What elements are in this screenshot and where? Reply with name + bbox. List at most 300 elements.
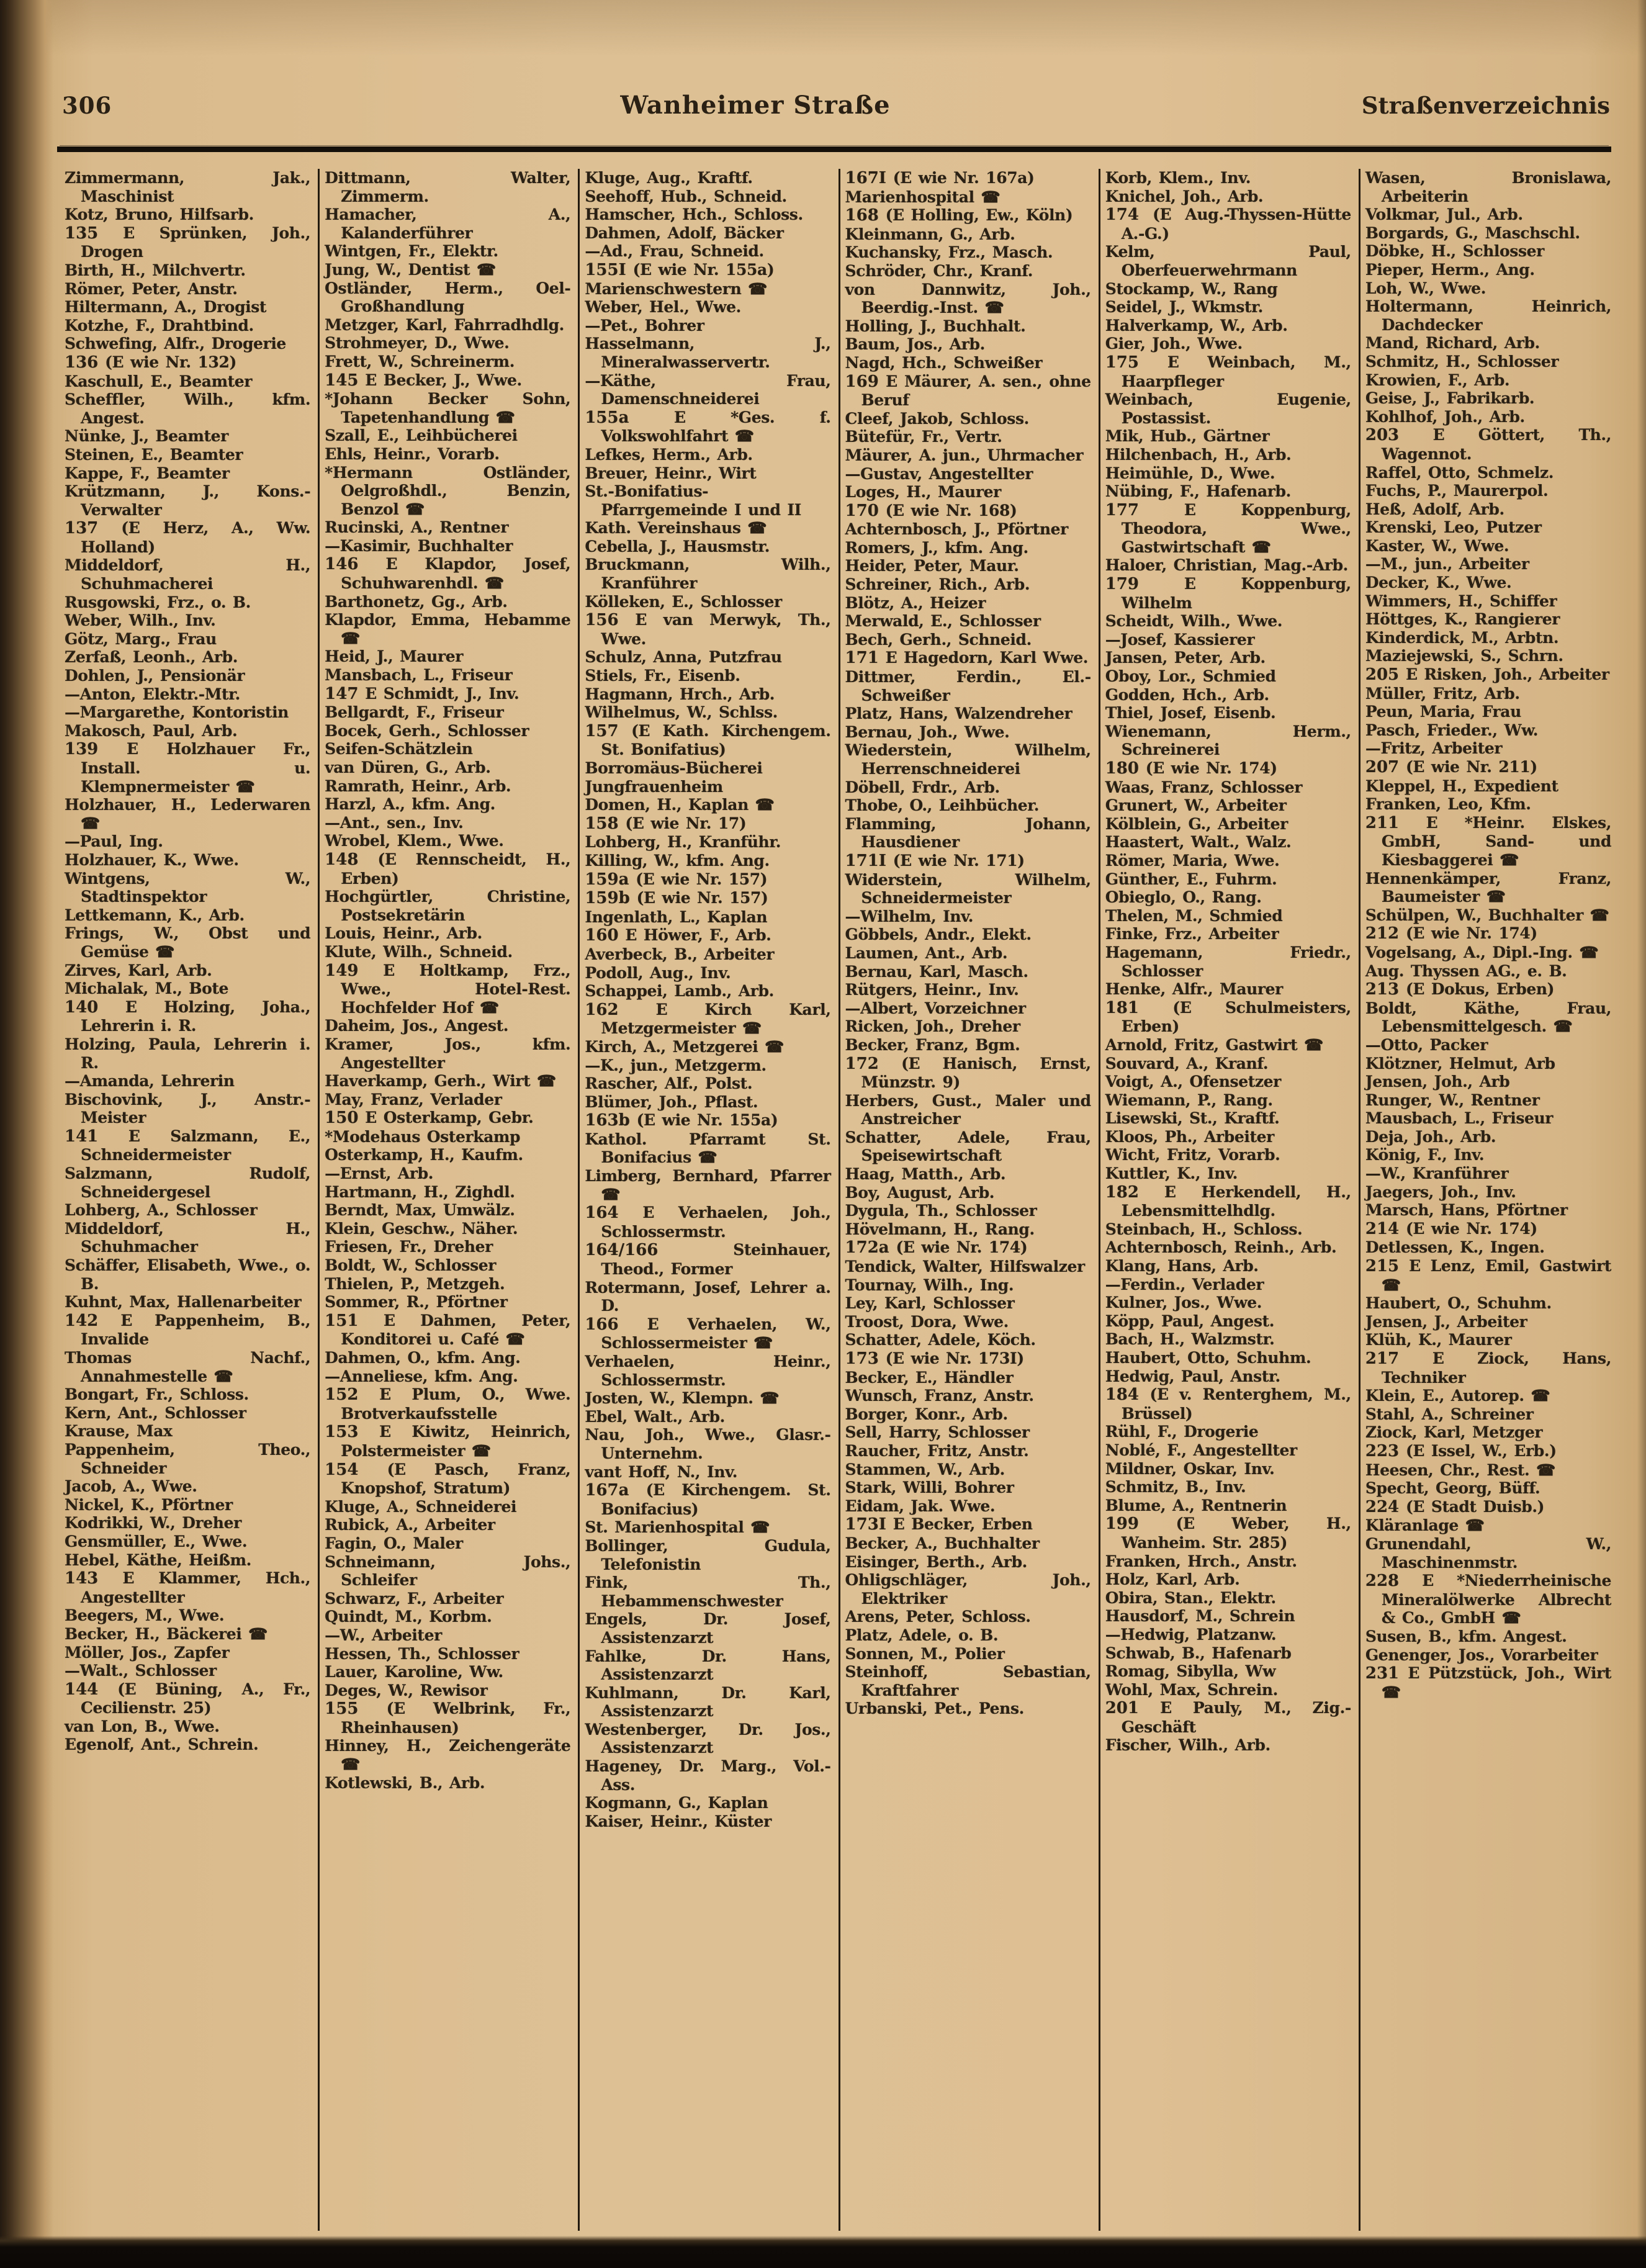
directory-entry: Peun, Maria, Frau: [1365, 703, 1521, 721]
directory-entry: Middeldorf, H., Schuhmacher: [65, 1219, 311, 1256]
house-number: 175: [1105, 353, 1139, 372]
house-number: 141: [65, 1127, 99, 1146]
directory-entry: 203 E Göttert, Th., Wagennot.: [1365, 426, 1612, 463]
directory-entry: Rubick, A., Arbeiter: [325, 1516, 495, 1534]
directory-entry: Kleppel, H., Expedient: [1365, 776, 1558, 795]
directory-entry: Kaiser, Heinr., Küster: [585, 1812, 771, 1830]
directory-entry: Jensen, Joh., Arb: [1365, 1073, 1510, 1091]
directory-column-2: [320, 169, 580, 2231]
directory-entry: —Fritz, Arbeiter: [1365, 739, 1503, 758]
directory-entry: Scheffler, Wilh., kfm. Angest.: [65, 390, 311, 427]
directory-entry: Schulz, Anna, Putzfrau: [585, 648, 782, 667]
directory-entry: Stammen, W., Arb.: [845, 1460, 1005, 1478]
directory-entry: Ziock, Karl, Metzger: [1365, 1423, 1543, 1442]
directory-entry: Ostländer, Herm., Oel-Großhandlung: [325, 279, 571, 316]
scan-edge-left: [0, 0, 53, 2268]
directory-entry: Schäffer, Elisabeth, Wwe., o. B.: [65, 1256, 311, 1293]
directory-entry: Becker, A., Buchhalter: [845, 1534, 1040, 1552]
directory-entry: 160 E Höwer, F., Arb.: [585, 926, 771, 945]
directory-entry: Loges, H., Maurer: [845, 483, 1001, 502]
directory-entry: Harzl, A., kfm. Ang.: [325, 795, 495, 814]
house-number: 166: [585, 1315, 619, 1334]
directory-entry: 173I E Becker, Erben: [845, 1515, 1033, 1534]
house-number: 228: [1365, 1572, 1400, 1591]
house-number: 159a: [585, 870, 629, 889]
house-number: 163b: [585, 1111, 630, 1130]
directory-entry: Seehoff, Hub., Schneid.: [585, 187, 787, 205]
directory-entry: Krützmann, J., Kons.-Verwalter: [65, 482, 311, 519]
directory-entry: Blümer, Joh., Pflast.: [585, 1092, 758, 1111]
directory-entry: Boy, August, Arb.: [845, 1183, 995, 1202]
directory-entry: Birth, H., Milchvertr.: [65, 261, 246, 279]
directory-entry: Wimmers, H., Schiffer: [1365, 592, 1557, 610]
directory-entry: —Pet., Bohrer: [585, 316, 704, 335]
directory-entry: Haloer, Christian, Mag.-Arb.: [1105, 556, 1348, 575]
directory-entry: Kluge, Aug., Kraftf.: [585, 169, 753, 187]
directory-entry: Klötzner, Helmut, Arb: [1365, 1054, 1555, 1073]
directory-entry: Bollinger, Gudula, Telefonistin: [585, 1536, 831, 1573]
house-number: 135: [65, 223, 99, 243]
directory-entry: Hagemann, Friedr., Schlosser: [1105, 943, 1351, 980]
house-number: 155: [325, 1699, 359, 1719]
directory-entry: Kotzhe, F., Drahtbind.: [65, 316, 254, 335]
directory-entry: Kappe, F., Beamter: [65, 464, 230, 482]
directory-entry: Kuttler, K., Inv.: [1105, 1164, 1238, 1183]
directory-entry: Quindt, M., Korbm.: [325, 1608, 492, 1626]
directory-entry: Hövelmann, H., Rang.: [845, 1220, 1035, 1238]
directory-entry: —Otto, Packer: [1365, 1035, 1488, 1054]
directory-entry: Tournay, Wilh., Ing.: [845, 1276, 1014, 1294]
directory-entry: Wiederstein, Wilhelm, Herrenschneiderei: [845, 741, 1091, 778]
directory-entry: Wienemann, Herm., Schreinerei: [1105, 722, 1351, 759]
directory-entry: Döbell, Frdr., Arb.: [845, 778, 1000, 796]
house-number: 172a: [845, 1238, 889, 1258]
directory-column-1: [60, 169, 320, 2231]
directory-entry: Hilchenbach, H., Arb.: [1105, 445, 1292, 464]
directory-entry: Müller, Fritz, Arb.: [1365, 684, 1520, 703]
directory-entry: Platz, Adele, o. B.: [845, 1626, 999, 1644]
house-number: 158: [585, 814, 619, 833]
directory-entry: Becker, Franz, Bgm.: [845, 1035, 1020, 1054]
directory-entry: Arens, Peter, Schloss.: [845, 1608, 1031, 1626]
directory-entry: Eisinger, Berth., Arb.: [845, 1552, 1027, 1571]
directory-entry: Krenski, Leo, Putzer: [1365, 518, 1542, 537]
directory-entry: Schwarz, F., Arbeiter: [325, 1589, 504, 1608]
directory-entry: Klüh, K., Maurer: [1365, 1331, 1512, 1349]
directory-entry: Stahl, A., Schreiner: [1365, 1405, 1534, 1423]
house-number: 184: [1105, 1385, 1139, 1405]
directory-entry: Dahmen, Adolf, Bäcker: [585, 223, 784, 242]
directory-entry: Kuhnt, Max, Hallenarbeiter: [65, 1293, 302, 1312]
directory-entry: Rütgers, Heinr., Inv.: [845, 981, 1019, 999]
directory-entry: Boldt, W., Schlosser: [325, 1256, 497, 1275]
directory-entry: Hedwig, Paul, Anstr.: [1105, 1367, 1280, 1385]
directory-entry: Kinderdick, M., Arbtn.: [1365, 628, 1559, 647]
directory-entry: Lauer, Karoline, Ww.: [325, 1663, 503, 1681]
directory-entry: 158 (E wie Nr. 17): [585, 814, 747, 833]
directory-entry: Osterkamp, H., Kaufm.: [325, 1146, 523, 1164]
header-rule: [57, 146, 1611, 152]
directory-entry: 139 E Holzhauer Fr., Install. u. Klempnermeister ☎: [65, 740, 311, 796]
directory-entry: *Hermann Ostländer, Oelgroßhdl., Benzin, Benzol ☎: [325, 463, 571, 518]
directory-entry: —Anneliese, kfm. Ang.: [325, 1367, 518, 1385]
house-number: 169: [845, 372, 879, 391]
directory-entry: Kulner, Jos., Wwe.: [1105, 1294, 1262, 1312]
directory-entry: Weber, Hel., Wwe.: [585, 298, 741, 317]
directory-entry: Bongart, Fr., Schloss.: [65, 1385, 249, 1404]
directory-entry: Wicht, Fritz, Vorarb.: [1105, 1146, 1280, 1164]
directory-entry: Holzing, Paula, Lehrerin i. R.: [65, 1035, 311, 1072]
house-number: 162: [585, 1000, 619, 1019]
directory-entry: Obieglo, O., Rang.: [1105, 888, 1262, 907]
directory-entry: —Ferdin., Verlader: [1105, 1275, 1264, 1294]
directory-entry: Fagin, O., Maler: [325, 1534, 463, 1552]
directory-entry: Thelen, M., Schmied: [1105, 906, 1283, 925]
directory-entry: Middeldorf, H., Schuhmacherei: [65, 556, 311, 593]
directory-entry: Cebella, J., Hausmstr.: [585, 537, 770, 556]
directory-entry: Voigt, A., Ofensetzer: [1105, 1073, 1281, 1091]
directory-entry: 143 E Klammer, Hch., Angestellter: [65, 1569, 311, 1606]
directory-entry: Schmitz, H., Schlosser: [1365, 352, 1559, 371]
directory-entry: Lettkemann, K., Arb.: [65, 906, 245, 924]
directory-entry: 136 (E wie Nr. 132): [65, 353, 236, 372]
directory-entry: Tendick, Walter, Hilfswalzer: [845, 1258, 1085, 1276]
directory-entry: Decker, K., Wwe.: [1365, 574, 1512, 592]
directory-entry: Kogmann, G., Kaplan: [585, 1794, 768, 1812]
directory-entry: Holzhauer, H., Lederwaren ☎: [65, 796, 311, 832]
directory-entry: Thobe, O., Leihbücher.: [845, 796, 1040, 815]
directory-entry: Kath. Vereinshaus ☎: [585, 519, 767, 538]
directory-entry: 199 (E Weber, H., Wanheim. Str. 285): [1105, 1514, 1351, 1552]
directory-entry: Seifen-Schätzlein: [325, 740, 473, 758]
directory-entry: Beegers, M., Wwe.: [65, 1606, 225, 1625]
directory-entry: 180 (E wie Nr. 174): [1105, 759, 1277, 778]
directory-entry: Urbanski, Pet., Pens.: [845, 1699, 1024, 1718]
directory-column-4: [840, 169, 1100, 2231]
directory-entry: 207 (E wie Nr. 211): [1365, 758, 1537, 776]
directory-entry: Gensmüller, E., Wwe.: [65, 1532, 248, 1550]
directory-entry: Holtermann, Heinrich, Dachdecker: [1365, 297, 1612, 334]
directory-entry: Hamscher, Hch., Schloss.: [585, 205, 803, 224]
directory-entry: 215 E Lenz, Emil, Gastwirt ☎: [1365, 1257, 1612, 1294]
directory-columns: [60, 169, 1619, 2231]
directory-entry: van Lon, B., Wwe.: [65, 1717, 220, 1735]
directory-entry: Höttges, K., Rangierer: [1365, 610, 1560, 629]
directory-entry: Dittmann, Walter, Zimmerm.: [325, 169, 571, 205]
directory-entry: Pappenheim, Theo., Schneider: [65, 1440, 311, 1477]
directory-entry: Möller, Jos., Zapfer: [65, 1643, 230, 1662]
directory-entry: Frings, W., Obst und Gemüse ☎: [65, 924, 311, 961]
directory-entry: Borromäus-Bücherei: [585, 759, 763, 777]
directory-entry: Fahlke, Dr. Hans, Assistenzarzt: [585, 1647, 831, 1684]
directory-entry: Krause, Max: [65, 1422, 173, 1441]
directory-entry: 159b (E wie Nr. 157): [585, 889, 768, 908]
directory-entry: Holz, Karl, Arb.: [1105, 1570, 1240, 1589]
directory-entry: Heid, J., Maurer: [325, 647, 463, 666]
directory-entry: 174 (E Aug.-Thyssen-Hütte A.-G.): [1105, 205, 1351, 243]
directory-entry: Henke, Alfr., Maurer: [1105, 980, 1283, 999]
directory-entry: Rucinski, A., Rentner: [325, 518, 509, 537]
directory-entry: Susen, B., kfm. Angest.: [1365, 1627, 1567, 1645]
directory-entry: Scheidt, Wilh., Wwe.: [1105, 612, 1283, 631]
directory-entry: Thielen, P., Metzgeh.: [325, 1274, 505, 1293]
directory-entry: Egenolf, Ant., Schrein.: [65, 1735, 259, 1754]
directory-entry: Zirves, Karl, Arb.: [65, 961, 212, 979]
directory-entry: Pasch, Frieder., Ww.: [1365, 721, 1539, 739]
house-number: 142: [65, 1311, 99, 1330]
directory-entry: Makosch, Paul, Arb.: [65, 721, 238, 740]
house-number: 148: [325, 850, 359, 869]
directory-entry: 223 (E Issel, W., Erb.): [1365, 1441, 1557, 1460]
directory-entry: Hamacher, A., Kalanderführer: [325, 205, 571, 242]
directory-entry: Merwald, E., Schlosser: [845, 612, 1041, 631]
house-number: 144: [65, 1680, 99, 1699]
directory-entry: Bruckmann, Wilh., Kranführer: [585, 556, 831, 593]
house-number: 171: [845, 649, 879, 668]
directory-entry: 135 E Sprünken, Joh., Drogen: [65, 223, 311, 261]
directory-entry: Schatter, Adele, Köch.: [845, 1331, 1036, 1349]
directory-entry: Boldt, Käthe, Frau, Lebensmittelgesch. ☎: [1365, 999, 1612, 1036]
directory-entry: Ohligschläger, Joh., Elektriker: [845, 1571, 1091, 1608]
page-header: [62, 91, 1610, 120]
directory-entry: Haastert, Walt., Walz.: [1105, 833, 1292, 852]
directory-entry: Verhaelen, Heinr., Schlossermstr.: [585, 1352, 831, 1389]
directory-entry: 184 (E v. Renterghem, M., Brüssel): [1105, 1385, 1351, 1423]
directory-entry: Strohmeyer, D., Wwe.: [325, 334, 510, 353]
directory-entry: Ley, Karl, Schlosser: [845, 1294, 1015, 1313]
directory-entry: vant Hoff, N., Inv.: [585, 1462, 738, 1481]
directory-entry: 177 E Koppenburg, Theodora, Wwe., Gastwirtschaft ☎: [1105, 500, 1351, 556]
directory-entry: Schreiner, Rich., Arb.: [845, 575, 1030, 594]
directory-entry: Specht, Georg, Büff.: [1365, 1479, 1540, 1498]
directory-entry: 175 E Weinbach, M., Haarpfleger: [1105, 353, 1351, 390]
directory-entry: Bütefür, Fr., Vertr.: [845, 428, 1002, 446]
house-number: 140: [65, 997, 99, 1017]
directory-entry: Haubert, Otto, Schuhm.: [1105, 1349, 1311, 1367]
directory-entry: Ebel, Walt., Arb.: [585, 1407, 725, 1426]
directory-entry: Steinbach, H., Schloss.: [1105, 1220, 1303, 1238]
directory-entry: 172 (E Hanisch, Ernst, Münzstr. 9): [845, 1054, 1091, 1092]
scan-edge-right: [1637, 0, 1646, 2268]
directory-entry: Jung, W., Dentist ☎: [325, 260, 496, 279]
directory-entry: Schneimann, Johs., Schleifer: [325, 1552, 571, 1590]
house-number: 152: [325, 1385, 359, 1405]
directory-entry: 156 E van Merwyk, Th., Wwe.: [585, 611, 831, 648]
directory-entry: —Kasimir, Buchhalter: [325, 536, 513, 555]
directory-entry: 213 (E Dokus, Erben): [1365, 980, 1555, 999]
directory-entry: Rühl, F., Drogerie: [1105, 1423, 1259, 1441]
directory-entry: Kleinmann, G., Arb.: [845, 225, 1015, 243]
directory-entry: Noblé, F., Angestellter: [1105, 1441, 1297, 1459]
directory-entry: Wintgen, Fr., Elektr.: [325, 242, 498, 261]
house-number: 224: [1365, 1497, 1400, 1516]
directory-entry: Schappei, Lamb., Arb.: [585, 982, 774, 1001]
directory-entry: Gier, Joh., Wwe.: [1105, 335, 1243, 353]
directory-entry: Kirch, A., Metzgerei ☎: [585, 1037, 784, 1056]
directory-column-6: [1360, 169, 1619, 2231]
directory-entry: Holzhauer, K., Wwe.: [65, 850, 239, 869]
directory-entry: 212 (E wie Nr. 174): [1365, 924, 1537, 943]
page-number: 306: [62, 92, 112, 119]
directory-entry: Schröder, Chr., Kranf.: [845, 261, 1033, 280]
directory-entry: St. Marienhospital ☎: [585, 1518, 770, 1537]
directory-entry: 155 (E Welbrink, Fr., Rheinhausen): [325, 1699, 571, 1737]
house-number: 213: [1365, 980, 1400, 999]
directory-entry: Fuchs, P., Maurerpol.: [1365, 482, 1549, 500]
directory-entry: Dittmer, Ferdin., El.-Schweißer: [845, 668, 1091, 704]
directory-entry: —Wilhelm, Inv.: [845, 907, 974, 925]
directory-entry: Wintgens, W., Stadtinspektor: [65, 869, 311, 906]
directory-entry: Kotz, Bruno, Hilfsarb.: [65, 205, 254, 224]
house-number: 201: [1105, 1699, 1139, 1718]
directory-entry: Schmitz, B., Inv.: [1105, 1478, 1246, 1496]
house-number: 203: [1365, 426, 1400, 445]
directory-entry: Heider, Peter, Maur.: [845, 557, 1019, 575]
directory-entry: Mik, Hub., Gärtner: [1105, 427, 1270, 446]
directory-entry: Nagd, Hch., Schweißer: [845, 353, 1043, 372]
directory-entry: 163b (E wie Nr. 155a): [585, 1111, 778, 1130]
directory-entry: Schwab, B., Hafenarb: [1105, 1644, 1292, 1662]
directory-column-5: [1100, 169, 1360, 2231]
house-number: 159b: [585, 889, 630, 908]
house-number: 182: [1105, 1182, 1139, 1202]
directory-entry: 168 (E Holling, Ew., Köln): [845, 206, 1073, 225]
directory-entry: 173 (E wie Nr. 173I): [845, 1349, 1024, 1368]
directory-entry: Kluge, A., Schneiderei: [325, 1497, 517, 1516]
directory-entry: 171I (E wie Nr. 171): [845, 851, 1025, 870]
directory-entry: Halverkamp, W., Arb.: [1105, 316, 1288, 335]
directory-entry: Barthonetz, Gg., Arb.: [325, 592, 508, 611]
directory-entry: Heesen, Chr., Rest. ☎: [1365, 1460, 1555, 1479]
directory-entry: Breuer, Heinr., Wirt: [585, 464, 757, 482]
directory-entry: Nübing, F., Hafenarb.: [1105, 482, 1291, 501]
directory-entry: Volkmar, Jul., Arb.: [1365, 205, 1523, 224]
directory-entry: Borgards, G., Maschschl.: [1365, 223, 1580, 242]
directory-entry: 141 E Salzmann, E., Schneidermeister: [65, 1127, 311, 1164]
directory-entry: Römer, Maria, Wwe.: [1105, 851, 1280, 870]
directory-entry: —Albert, Vorzeichner: [845, 999, 1026, 1017]
directory-entry: Knichel, Joh., Arb.: [1105, 187, 1264, 205]
house-number: 205: [1365, 665, 1400, 685]
directory-entry: 179 E Koppenburg, Wilhelm: [1105, 575, 1351, 612]
directory-entry: Blötz, A., Heizer: [845, 593, 986, 612]
directory-entry: Günther, E., Fuhrm.: [1105, 870, 1277, 888]
directory-entry: Friesen, Fr., Dreher: [325, 1238, 493, 1256]
directory-entry: Kathol. Pfarramt St. Bonifacius ☎: [585, 1130, 831, 1167]
directory-entry: Kohlhof, Joh., Arb.: [1365, 407, 1525, 426]
directory-entry: Wunsch, Franz, Anstr.: [845, 1387, 1034, 1405]
directory-entry: Köpp, Paul, Angest.: [1105, 1312, 1275, 1330]
directory-entry: Engels, Dr. Josef, Assistenzarzt: [585, 1610, 831, 1647]
directory-entry: Wohl, Max, Schrein.: [1105, 1680, 1278, 1699]
directory-entry: *Johann Becker Sohn, Tapetenhandlung ☎: [325, 390, 571, 426]
directory-entry: Lisewski, St., Kraftf.: [1105, 1109, 1280, 1128]
directory-entry: 146 E Klapdor, Josef, Schuhwarenhdl. ☎: [325, 555, 571, 593]
directory-entry: 224 (E Stadt Duisb.): [1365, 1497, 1545, 1516]
directory-entry: Marsch, Hans, Pförtner: [1365, 1201, 1568, 1220]
directory-entry: Holling, J., Buchhalt.: [845, 317, 1026, 335]
directory-entry: Finke, Frz., Arbeiter: [1105, 925, 1279, 943]
directory-entry: Nickel, K., Pförtner: [65, 1495, 233, 1514]
directory-entry: Döbke, H., Schlosser: [1365, 242, 1544, 261]
directory-entry: Hebel, Käthe, Heißm.: [65, 1550, 251, 1569]
directory-entry: Kaster, W., Wwe.: [1365, 536, 1509, 555]
directory-entry: Weber, Wilh., Inv.: [65, 611, 216, 630]
house-number: 199: [1105, 1514, 1139, 1534]
directory-entry: Herbers, Gust., Maler und Anstreicher: [845, 1091, 1091, 1128]
directory-entry: Rotermann, Josef, Lehrer a. D.: [585, 1278, 831, 1315]
directory-entry: Kuhlmann, Dr. Karl, Assistenzarzt: [585, 1683, 831, 1721]
directory-entry: Jungfrauenheim: [585, 777, 723, 796]
house-number: 211: [1365, 813, 1400, 832]
directory-entry: Dygula, Th., Schlosser: [845, 1202, 1037, 1220]
directory-entry: Godden, Hch., Arb.: [1105, 685, 1269, 704]
directory-entry: Dahmen, O., kfm. Ang.: [325, 1349, 521, 1367]
directory-entry: 170 (E wie Nr. 168): [845, 501, 1017, 520]
directory-entry: —K., jun., Metzgerm.: [585, 1056, 767, 1074]
directory-entry: 217 E Ziock, Hans, Techniker: [1365, 1349, 1612, 1387]
directory-entry: *Modehaus Osterkamp: [325, 1127, 521, 1146]
directory-entry: Kotlewski, B., Arb.: [325, 1773, 485, 1792]
directory-entry: 145 E Becker, J., Wwe.: [325, 371, 522, 390]
directory-entry: Wilhelmus, W., Schlss.: [585, 703, 778, 722]
directory-entry: Kramer, Jos., kfm. Angestellter: [325, 1035, 571, 1072]
directory-entry: Josten, W., Klempn. ☎: [585, 1389, 780, 1408]
directory-entry: Steinen, E., Beamter: [65, 445, 243, 464]
directory-entry: —Gustav, Angestellter: [845, 464, 1033, 483]
directory-entry: Souvard, A., Kranf.: [1105, 1054, 1269, 1073]
street-title: Wanheimer Straße: [620, 91, 891, 120]
directory-entry: Römer, Peter, Anstr.: [65, 279, 238, 298]
directory-entry: Hinney, H., Zeichengeräte ☎: [325, 1737, 571, 1774]
directory-entry: Flamming, Johann, Hausdiener: [845, 814, 1091, 852]
directory-entry: Haag, Matth., Arb.: [845, 1165, 1006, 1184]
directory-entry: —Josef, Kassierer: [1105, 630, 1255, 649]
directory-entry: Jansen, Peter, Arb.: [1105, 649, 1266, 667]
directory-entry: Grunert, W., Arbeiter: [1105, 796, 1287, 815]
directory-entry: —Käthe, Frau, Damenschneiderei: [585, 371, 831, 408]
house-number: 139: [65, 740, 99, 759]
directory-entry: Becker, H., Bäckerei ☎: [65, 1624, 268, 1643]
directory-entry: Achternbosch, Reinh., Arb.: [1105, 1238, 1337, 1257]
directory-entry: von Dannwitz, Joh., Beerdig.-Inst. ☎: [845, 280, 1091, 317]
house-number: 170: [845, 501, 879, 520]
directory-entry: 164 E Verhaelen, Joh., Schlossermstr.: [585, 1204, 831, 1241]
house-number: 174: [1105, 205, 1139, 225]
directory-entry: Schwefing, Alfr., Drogerie: [65, 335, 286, 353]
house-number: 164: [585, 1204, 619, 1223]
directory-column-3: [580, 169, 840, 2231]
directory-entry: Lohberg, A., Schlosser: [65, 1201, 258, 1220]
directory-entry: 150 E Osterkamp, Gebr.: [325, 1109, 534, 1128]
directory-entry: Heimühle, D., Wwe.: [1105, 464, 1275, 482]
directory-entry: 140 E Holzing, Joha., Lehrerin i. R.: [65, 997, 311, 1035]
directory-entry: Bernau, Joh., Wwe.: [845, 722, 1010, 741]
directory-entry: Baum, Jos., Arb.: [845, 335, 985, 354]
directory-entry: —Amanda, Lehrerin: [65, 1072, 235, 1091]
directory-entry: Zimmermann, Jak., Maschinist: [65, 169, 311, 205]
directory-entry: Kelm, Paul, Oberfeuerwehrmann: [1105, 243, 1351, 279]
directory-entry: 169 E Mäurer, A. sen., ohne Beruf: [845, 372, 1091, 410]
directory-entry: Vogelsang, A., Dipl.-Ing. ☎: [1365, 943, 1599, 961]
directory-entry: Fink, Th., Hebammenschwester: [585, 1573, 831, 1610]
directory-entry: Klein, Geschw., Näher.: [325, 1219, 518, 1238]
directory-entry: Dohlen, J., Pensionär: [65, 667, 245, 685]
directory-entry: Jensen, J., Arbeiter: [1365, 1312, 1527, 1331]
house-number: 155I: [585, 260, 626, 279]
directory-entry: Stark, Willi, Bohrer: [845, 1478, 1014, 1497]
directory-entry: Wiemann, P., Rang.: [1105, 1091, 1273, 1109]
